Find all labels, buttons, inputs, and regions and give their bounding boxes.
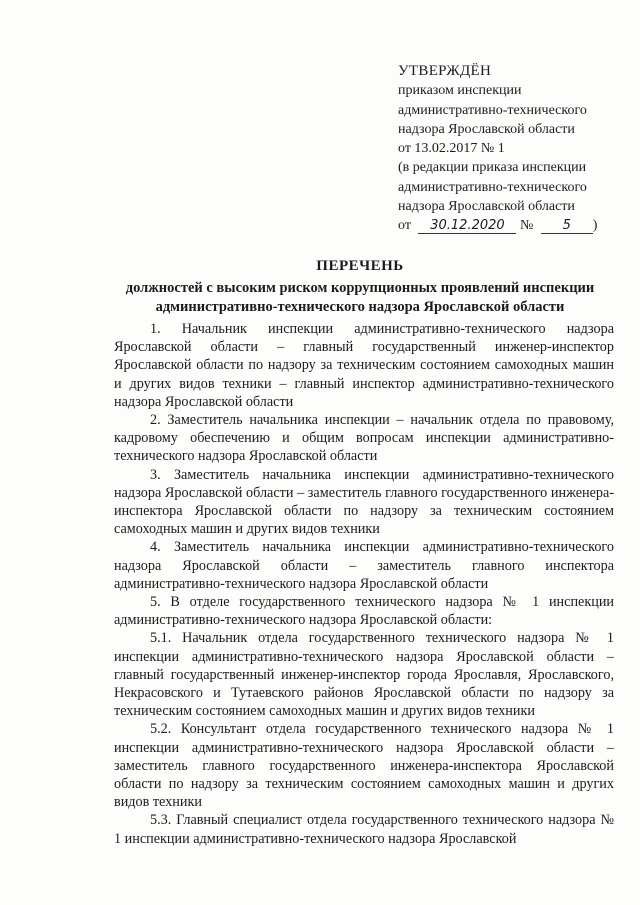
document-body bbox=[114, 320, 614, 848]
approval-line: приказом инспекции bbox=[398, 83, 522, 99]
list-item: 5.3. Главный специалист отдела государственного технического надзора № 1 инспекции административно-технического надзора Ярославской bbox=[114, 812, 614, 847]
approval-line: административно-технического bbox=[398, 102, 587, 118]
list-item: 2. Заместитель начальника инспекции – начальник отдела по правовому, кадровому обеспечению и общим вопросам инспекции административно-технического надзора Ярославской области bbox=[114, 412, 614, 465]
approval-line: административно-технического bbox=[398, 179, 587, 195]
handwritten-date: 30.12.2020 bbox=[418, 219, 516, 234]
title-main: ПЕРЕЧЕНЬ bbox=[316, 258, 404, 274]
approval-line: надзора Ярославской области bbox=[398, 121, 575, 137]
approval-block bbox=[398, 62, 623, 236]
number-sign: № bbox=[519, 218, 534, 234]
list-item: 4. Заместитель начальника инспекции административно-технического надзора Ярославской области – заместитель главного инспектора административно-технического надзора Ярославской области bbox=[114, 539, 614, 592]
approval-line: (в редакции приказа инспекции bbox=[398, 160, 587, 176]
document-title bbox=[100, 256, 620, 316]
list-item: 5. В отделе государственного технического надзора № 1 инспекции административно-технического надзора Ярославской области: bbox=[114, 594, 614, 629]
list-item: 5.2. Консультант отдела государственного технического надзора № 1 инспекции административно-технического надзора Ярославской области – заместитель главного государственного инженера-инспектора Ярославской области по надзору за техническим состоянием самоходных машин и других видов техники bbox=[114, 721, 614, 811]
title-subtitle: должностей с высоким риском коррупционных проявлений инспекции административно-технического надзора Ярославской области bbox=[125, 280, 595, 315]
list-item: 1. Начальник инспекции административно-технического надзора Ярославской области – главный государственный инженер-инспектор Ярославской области по надзору за техническим состоянием самоходных машин и других видов техники – главный инспектор административно-технического надзора Ярославской области bbox=[114, 321, 614, 410]
approval-heading: УТВЕРЖДЁН bbox=[398, 63, 492, 79]
approval-line: от 13.02.2017 № 1 bbox=[398, 141, 505, 157]
amendment-suffix: ) bbox=[592, 218, 598, 234]
handwritten-number: 5 bbox=[541, 219, 593, 234]
approval-line: надзора Ярославской области bbox=[398, 199, 575, 215]
amendment-prefix: от bbox=[398, 218, 411, 234]
list-item: 3. Заместитель начальника инспекции административно-технического надзора Ярославской области – заместитель главного государственного инженера-инспектора Ярославской области по надзору за техническим состоянием самоходных машин и других видов техники bbox=[114, 466, 614, 538]
approval-amendment-line bbox=[398, 216, 623, 235]
list-item: 5.1. Начальник отдела государственного технического надзора № 1 инспекции административно-технического надзора Ярославской области – главный государственный инженер-инспектор города Ярославля, Ярославского, Некрасовского и Тутаевского районов Ярославской области по надзору за техническим состоянием самоходных машин и других видов техники bbox=[114, 630, 614, 720]
